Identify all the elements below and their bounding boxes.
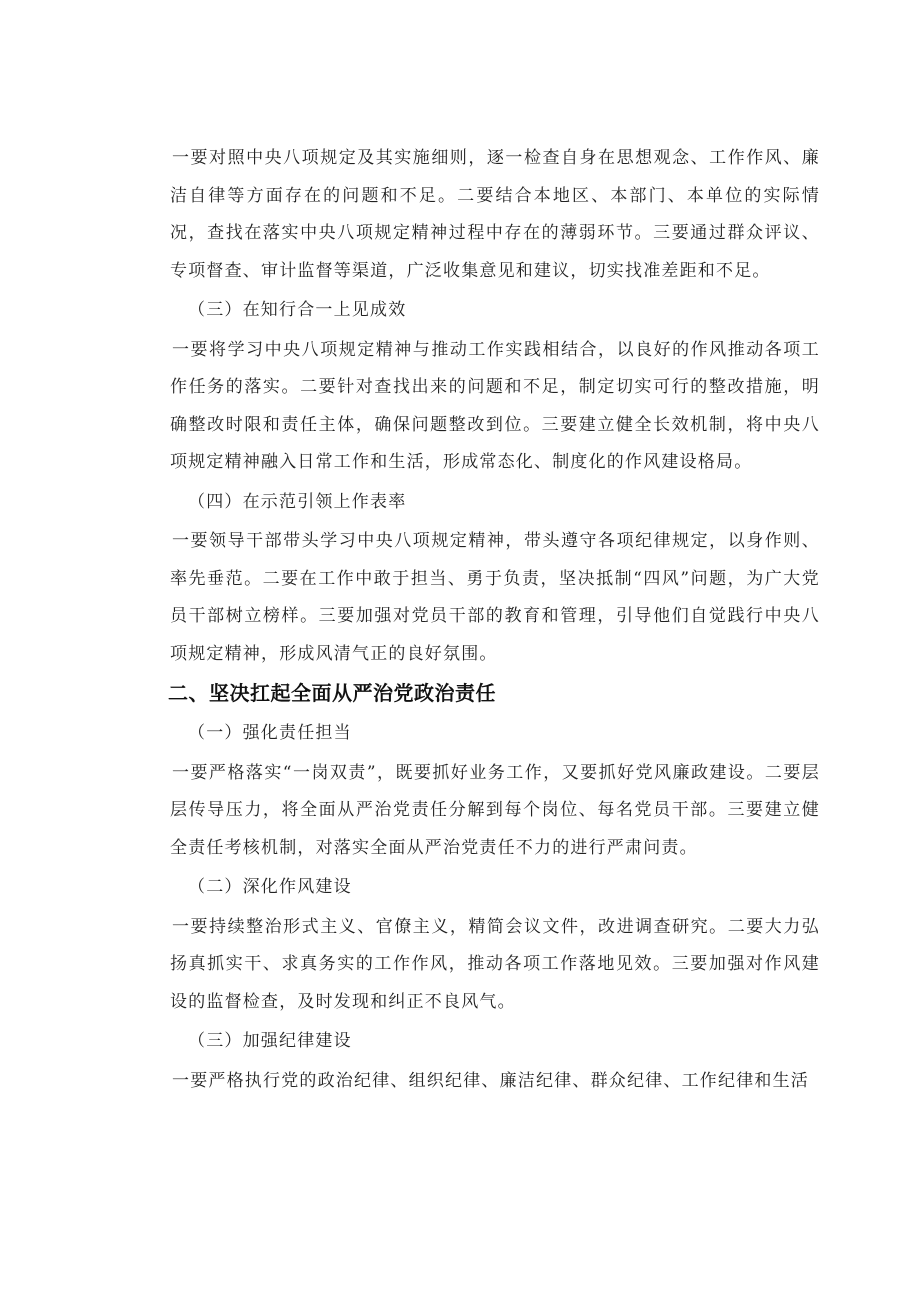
paragraph-discipline: 一要严格执行党的政治纪律、组织纪律、廉洁纪律、群众纪律、工作纪律和生活	[172, 1070, 809, 1091]
paragraph-practice: 一要将学习中央八项规定精神与推动工作实践相结合，以良好的作风推动各项工作任务的落实。二要针对查找出来的问题和不足，制定切实可行的整改措施，明确整改时限和责任主体，确保问题整改到位。三要建立健全长效机制，将中央八项规定精神融入日常工作和生活，形成常态化、制度化的作风建设格局。	[170, 339, 820, 472]
subheading-discipline: （三）加强纪律建设	[188, 1031, 352, 1051]
paragraph-work-style: 一要持续整治形式主义、官僚主义，精简会议文件，改进调查研究。二要大力弘扬真抓实干、求真务实的工作作风，推动各项工作落地见效。三要加强对作风建设的监督检查，及时发现和纠正不良风气。	[170, 916, 820, 1012]
paragraph-self-check: 一要对照中央八项规定及其实施细则，逐一检查自身在思想观念、工作作风、廉洁自律等方面存在的问题和不足。二要结合本地区、本部门、本单位的实际情况，查找在落实中央八项规定精神过程中存在的薄弱环节。三要通过群众评议、专项督查、审计监督等渠道，广泛收集意见和建议，切实找准差距和不足。	[170, 148, 820, 281]
subheading-exemplary-lead: （四）在示范引领上作表率	[188, 491, 407, 512]
document-body	[170, 140, 820, 1100]
subheading-knowledge-action: （三）在知行合一上见成效	[188, 300, 407, 320]
section-heading-political-responsibility: 二、坚决扛起全面从严治党政治责任	[168, 681, 496, 705]
paragraph-leadership: 一要领导干部带头学习中央八项规定精神，带头遵守各项纪律规定，以身作则、率先垂范。二要在工作中敢于担当、勇于负责，坚决抵制“四风”问题，为广大党员干部树立榜样。三要加强对党员干部的教育和管理，引导他们自觉践行中央八项规定精神，形成风清气正的良好氛围。	[170, 531, 820, 664]
subheading-responsibility: （一）强化责任担当	[188, 723, 352, 743]
paragraph-responsibility: 一要严格落实“一岗双责”，既要抓好业务工作，又要抓好党风廉政建设。二要层层传导压力，将全面从严治党责任分解到每个岗位、每名党员干部。三要建立健全责任考核机制，对落实全面从严治党责任不力的进行严肃问责。	[170, 762, 820, 858]
subheading-work-style: （二）深化作风建设	[188, 877, 352, 897]
